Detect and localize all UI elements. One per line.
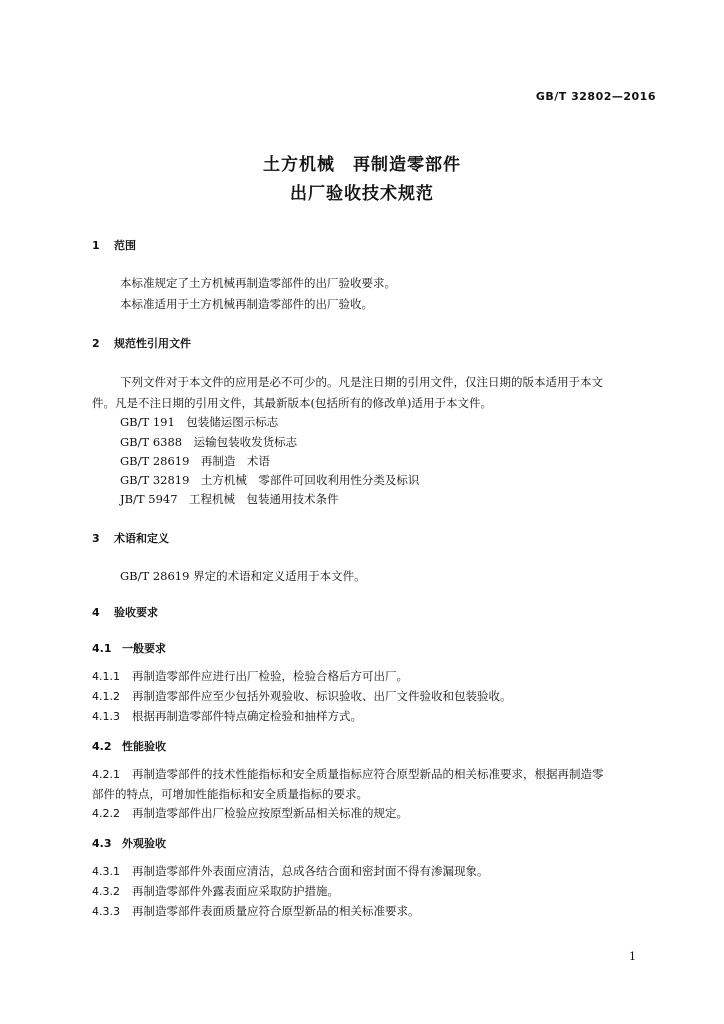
clause-4-3-2 (92, 883, 339, 899)
reference-item: GB/T 32819 土方机械 零部件可回收利用性分类及标识 (120, 473, 420, 487)
clause-text: 再制造零部件外表面应清洁，总成各结合面和密封面不得有渗漏现象。 (132, 864, 489, 878)
section-title: 外观验收 (122, 837, 166, 850)
document-title-line1: 土方机械 再制造零部件 (263, 155, 461, 175)
clause-number: 4.2.2 (92, 807, 120, 820)
document-title-line2: 出厂验收技术规范 (290, 184, 434, 204)
section-number: 4.2 (92, 740, 112, 753)
section-number: 1 (92, 239, 100, 252)
section-title: 一般要求 (122, 642, 166, 655)
clause-text: 再制造零部件应进行出厂检验，检验合格后方可出厂。 (132, 669, 408, 683)
clause-number: 4.1.1 (92, 670, 120, 683)
section-title: 范围 (114, 239, 136, 252)
clause-4-1-1 (92, 668, 408, 684)
clause-text: 再制造零部件应至少包括外观验收、标识验收、出厂文件验收和包装验收。 (132, 689, 512, 703)
reference-item: GB/T 191 包装储运图示标志 (120, 415, 279, 429)
section-number: 4 (92, 606, 100, 619)
paragraph: 本标准适用于土方机械再制造零部件的出厂验收。 (120, 297, 373, 311)
clause-text: 根据再制造零部件特点确定检验和抽样方式。 (132, 709, 362, 723)
section-title: 验收要求 (114, 606, 158, 619)
clause-text: 再制造零部件外露表面应采取防护措施。 (132, 884, 339, 898)
reference-item: GB/T 28619 再制造 术语 (120, 454, 270, 468)
section-number: 4.3 (92, 837, 112, 850)
section-4-heading (92, 604, 158, 620)
section-number: 3 (92, 532, 100, 545)
section-title: 术语和定义 (114, 532, 169, 545)
page-number: 1 (629, 950, 636, 963)
reference-item: JB/T 5947 工程机械 包装通用技术条件 (120, 492, 339, 506)
clause-text: 再制造零部件的技术性能指标和安全质量指标应符合原型新品的相关标准要求，根据再制造零 (132, 767, 604, 781)
reference-item: GB/T 6388 运输包装收发货标志 (120, 435, 298, 449)
clause-continuation: 部件的特点，可增加性能指标和安全质量指标的要求。 (92, 787, 368, 801)
paragraph: 件。凡是不注日期的引用文件，其最新版本(包括所有的修改单)适用于本文件。 (92, 396, 492, 410)
clause-4-1-2 (92, 688, 512, 704)
clause-number: 4.1.2 (92, 690, 120, 703)
clause-text: 再制造零部件出厂检验应按原型新品相关标准的规定。 (132, 806, 408, 820)
clause-number: 4.2.1 (92, 768, 120, 781)
clause-4-2-2 (92, 805, 408, 821)
section-1-heading (92, 237, 136, 253)
clause-number: 4.3.2 (92, 885, 120, 898)
subsection-4-1-heading (92, 640, 166, 656)
clause-number: 4.1.3 (92, 710, 120, 723)
subsection-4-2-heading (92, 738, 166, 754)
clause-4-1-3 (92, 708, 362, 724)
section-title: 性能验收 (122, 740, 166, 753)
clause-number: 4.3.1 (92, 865, 120, 878)
paragraph: GB/T 28619 界定的术语和定义适用于本文件。 (120, 569, 366, 583)
standard-number: GB/T 32802—2016 (535, 90, 656, 103)
subsection-4-3-heading (92, 835, 166, 851)
section-2-heading (92, 335, 191, 351)
clause-4-2-1 (92, 766, 604, 782)
section-3-heading (92, 530, 169, 546)
section-number: 2 (92, 337, 100, 350)
paragraph: 下列文件对于本文件的应用是必不可少的。凡是注日期的引用文件，仅注日期的版本适用于本文 (120, 375, 603, 389)
clause-4-3-3 (92, 903, 420, 919)
clause-number: 4.3.3 (92, 905, 120, 918)
clause-text: 再制造零部件表面质量应符合原型新品的相关标准要求。 (132, 904, 420, 918)
clause-4-3-1 (92, 863, 489, 879)
paragraph: 本标准规定了土方机械再制造零部件的出厂验收要求。 (120, 276, 396, 290)
section-title: 规范性引用文件 (114, 337, 191, 350)
section-number: 4.1 (92, 642, 112, 655)
